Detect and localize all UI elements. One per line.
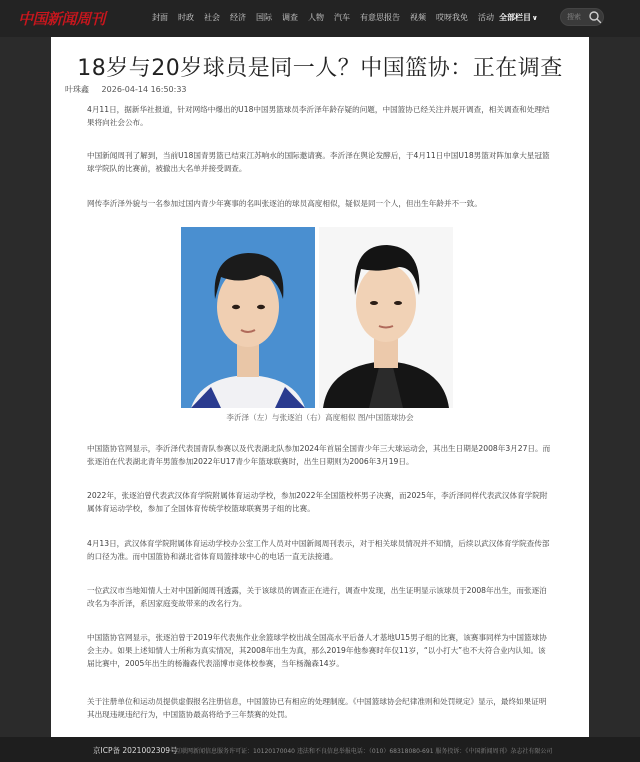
- chevron-down-icon: ∨: [532, 14, 538, 22]
- article-meta: [65, 84, 187, 95]
- nav-item-society[interactable]: 社会: [204, 13, 220, 22]
- nav-item-report[interactable]: 有意思报告: [360, 13, 400, 22]
- article-paragraph-6: 4月13日，武汉体育学院附属体育运动学校办公室工作人员对中国新闻周刊表示，对于相关球员情况并不知情，后续以武汉体育学院查传部的口径为准。而中国篮协和湖北省体育局篮排球中心的电话一直无法接通。: [87, 539, 550, 561]
- nav-item-investigation[interactable]: 调查: [282, 13, 298, 22]
- footer-icp-link[interactable]: 京ICP备 2021002309号: [93, 746, 178, 755]
- player-comparison-photo: [181, 227, 453, 408]
- article-paragraph-9: 关于注册单位和运动员提供虚假报名注册信息，中国篮协已有相应的处理制度。《中国篮球协会纪律准则和处罚规定》显示，最终如果证明其出现违规违纪行为，中国篮协最高将给予三年禁赛的处罚。: [87, 697, 547, 719]
- article-paragraph-2: 中国新闻周刊了解到，当前U18国青男篮已结束江苏响水的国际邀请赛。李沂泽在舆论发酵后，于4月11日中国U18男篮对阵加拿大星冠篮球学院队的比赛前，被撤出大名单并接受调查。: [87, 151, 550, 173]
- article-card: [51, 37, 589, 737]
- all-columns-label: 全部栏目: [499, 13, 531, 22]
- search-icon[interactable]: [588, 10, 602, 24]
- article-author: 叶珠鑫: [65, 85, 89, 94]
- photo-caption: 李沂泽（左）与张逐泊（右）高度相似 图/中国篮球协会: [226, 413, 414, 422]
- nav-item-cover[interactable]: 封面: [152, 13, 168, 22]
- site-logo-text: 中国新闻周刊: [18, 9, 106, 28]
- nav-item-events[interactable]: 活动: [478, 13, 494, 22]
- article-timestamp: 2026-04-14 16:50:33: [101, 85, 187, 94]
- photo-zhang-zhubo: [319, 227, 453, 408]
- article-paragraph-5: 2022年，张逐泊曾代表武汉体育学院附属体育运动学校，参加2022年全国篮校杯男子决赛，而2025年，李沂泽同样代表武汉体育学院附属体育运动学校，参加了全国体育传统学校篮球联赛男子组的比赛。: [87, 491, 548, 513]
- nav-item-auto[interactable]: 汽车: [334, 13, 350, 22]
- nav-item-international[interactable]: 国际: [256, 13, 272, 22]
- photo-li-yize: [181, 227, 315, 408]
- nav-item-politics[interactable]: 时政: [178, 13, 194, 22]
- main-nav: [152, 12, 504, 23]
- article-paragraph-3: 网传李沂泽外貌与一名参加过国内青少年赛事的名叫张逐泊的球员高度相似，疑似是同一个人，但出生年龄并不一致。: [87, 199, 482, 208]
- nav-item-people[interactable]: 人物: [308, 13, 324, 22]
- site-footer: [0, 737, 640, 762]
- article-paragraph-1: 4月11日，据新华社报道，针对网络中爆出的U18中国男篮球员李沂泽年龄存疑的问题，中国篮协已经关注并展开调查，相关调查和处理结果将向社会公布。: [87, 105, 550, 127]
- article-paragraph-8: 中国篮协官网显示，张逐泊曾于2019年代表焦作业余篮球学校出战全国高水平后备人才基地U15男子组的比赛，该赛事同样为中国篮球协会主办。如果上述知情人士所称为真实情况，其2008年出生为真，那么2019年他参赛时年仅11岁，“以小打大”也不大符合业内认知。该届比赛中，2005年出生的杨瀚森代表淄博市竞体校参赛，当年杨瀚森14岁。: [87, 633, 547, 668]
- article-title: 18岁与20岁球员是同一人？中国篮协：正在调查: [77, 56, 563, 81]
- nav-item-aiya[interactable]: 哎呀我免: [436, 13, 468, 22]
- nav-item-video[interactable]: 视频: [410, 13, 426, 22]
- article-paragraph-7: 一位武汉市当地知情人士对中国新闻周刊透露，关于该球员的调查正在进行，调查中发现，出生证明显示该球员于2008年出生，而张逐泊改名为李沂泽，系因家庭变故带来的改名行为。: [87, 586, 547, 608]
- all-columns-dropdown[interactable]: [499, 12, 538, 23]
- site-logo[interactable]: [18, 8, 105, 28]
- nav-item-economy[interactable]: 经济: [230, 13, 246, 22]
- footer-info: 互联网新闻信息服务许可证：10120170040 违法和不良信息举报电话：（010）68318080-691 服务投诉：《中国新闻周刊》杂志社有限公司: [175, 748, 553, 755]
- top-nav-bar: [0, 0, 640, 37]
- article-paragraph-4: 中国篮协官网显示，李沂泽代表国青队参赛以及代表湖北队参加2024年首届全国青少年三大球运动会，其出生日期是2008年3月27日。而张逐泊在代表湖北青年男篮参加2022年U17青少年篮球联赛时，出生日期则为2006年3月19日。: [87, 444, 551, 466]
